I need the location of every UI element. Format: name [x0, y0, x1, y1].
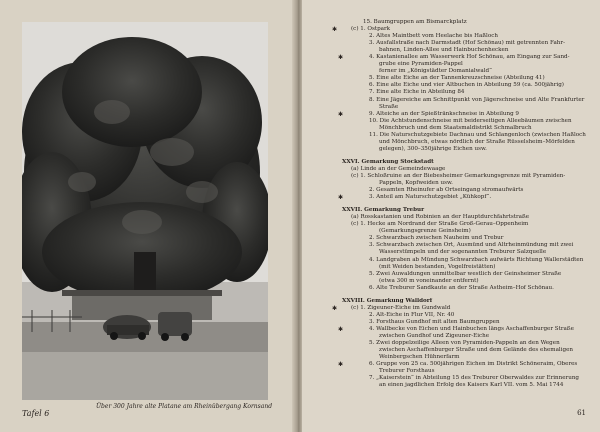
line-text: Treburer Forsthaus	[379, 368, 435, 375]
line-text: Pappeln, Kopfweiden usw.	[379, 180, 453, 187]
text-line	[320, 382, 588, 389]
text-line	[320, 228, 588, 235]
line-text: Mönchbruch und dem Staatsmaldistrikt Schmalbruch	[379, 124, 532, 131]
text-line	[320, 125, 588, 132]
text-line	[320, 194, 588, 201]
text-line	[320, 242, 588, 249]
line-text: XXVII. Gemarkung Trebur	[342, 207, 425, 214]
line-text: (a) Rosskastanien und Robinien an der Hauptdurchfahrtstraße	[351, 214, 530, 221]
line-text: gelegen), 300–350jährige Eichen usw.	[379, 145, 487, 152]
text-line	[320, 347, 588, 354]
line-text: 7. Eine alte Eiche in Abteilung 84	[369, 89, 465, 96]
line-text: 4. Kastanienallee am Wasserwerk Hof Schönau, am Eingang zur Sand-	[369, 54, 570, 61]
line-text: (c) 1. Ostpark	[351, 26, 391, 33]
line-text: (c) 1. Zigeuner-Eiche im Gundwald	[351, 304, 451, 311]
page-text	[320, 19, 588, 389]
line-text: 11. Die Naturschutzgebiete Dachnau und Schlangenloch (zwischen Haßloch	[369, 131, 586, 138]
text-line	[320, 132, 588, 139]
line-text: (a) Linde an der Gemeindewaage	[351, 165, 446, 172]
line-text: 5. Zwei Auwaldungen unmittelbar westlich der Geinsheimer Straße	[369, 270, 562, 277]
line-text: 15. Baumgruppen am Bismarckplatz	[363, 19, 467, 25]
text-line	[320, 111, 588, 118]
line-text: (etwa 300 m voneinander entfernt)	[379, 277, 479, 284]
text-line	[320, 221, 588, 228]
text-line	[320, 75, 588, 82]
text-line	[320, 326, 588, 333]
text-line	[320, 257, 588, 264]
text-line	[320, 139, 588, 146]
text-line	[320, 319, 588, 326]
text-line	[320, 340, 588, 347]
text-line	[320, 235, 588, 242]
section-heading	[320, 207, 588, 214]
protected-marker-icon: ✱	[338, 194, 344, 202]
line-text: (Gemarkungsgrenze Geinsheim)	[379, 228, 471, 235]
line-text: Straße	[379, 103, 399, 110]
text-line	[320, 271, 588, 278]
text-line	[320, 278, 588, 285]
line-text: 8. Eine Jägereiche am Schnittpunkt von Jägerschneise und Alte Frankfurter	[369, 96, 585, 103]
plane-tree-photo	[22, 22, 268, 400]
text-line	[320, 285, 588, 292]
text-line	[320, 54, 588, 61]
line-text: (c) 1. Schloßruine an der Biebesheimer Gemarkungsgrenze mit Pyramiden-	[351, 172, 566, 179]
line-text: 3. Ausfallstraße nach Darmstadt (Hof Schönau) mit getrennten Fahr-	[369, 40, 565, 47]
line-text: 4. Wallbecke von Eichen und Hainbuchen längs Aschaffenburger Straße	[369, 325, 574, 332]
text-line	[320, 97, 588, 104]
line-text: Weinbergschen Hühnerfarm	[379, 354, 460, 361]
text-line	[320, 305, 588, 312]
text-line	[320, 82, 588, 89]
line-text: XXVI. Gemarkung Stockstadt	[342, 158, 434, 165]
text-line	[320, 47, 588, 54]
protected-marker-icon: ✱	[332, 304, 338, 312]
text-line	[320, 19, 588, 26]
line-text: XXVIII. Gemarkung Walldorf	[342, 297, 433, 304]
line-text: 10. Die Achtstundenschneise mit beiderseitigen Alleebäumen zwischen	[369, 117, 572, 124]
protected-marker-icon: ✱	[338, 110, 344, 118]
line-text: 6. Alte Treburer Sandkaute an der Straße Astheim–Hof Schönau.	[369, 284, 554, 291]
line-text: 4. Landgraben ab Mündung Schwarzbach aufwärts Richtung Wallerstädten	[369, 256, 584, 263]
protected-marker-icon: ✱	[338, 54, 344, 62]
text-line	[320, 173, 588, 180]
line-text: an einen jagdlichen Erfolg des Kaisers Karl VII. vom 5. Mai 1744	[379, 382, 564, 389]
line-text: zwischen Gundhof und Zigeuner-Eiche	[379, 332, 490, 339]
plate-label: Tafel 6	[22, 409, 50, 418]
text-line	[320, 375, 588, 382]
text-line	[320, 368, 588, 375]
text-line	[320, 354, 588, 361]
photo-caption: Über 300 Jahre alte Platane am Rheinübergang Kornsand	[96, 403, 273, 410]
text-line	[320, 264, 588, 271]
text-line	[320, 104, 588, 111]
line-text: zwischen Aschaffenburger Straße und dem Gelände des ehemaligen	[379, 347, 573, 354]
line-text: 2. Schwarzbach zwischen Nauheim und Trebur	[369, 235, 504, 242]
text-line	[320, 187, 588, 194]
text-line	[320, 249, 588, 256]
text-line	[320, 361, 588, 368]
line-text: 6. Eine alte Eiche und vier Altbuchen in Abteilung 59 (ca. 500jährig)	[369, 82, 564, 89]
protected-marker-icon: ✱	[338, 325, 344, 333]
section-heading	[320, 159, 588, 166]
line-text: 2. Alt-Eiche in Flur VII, Nr. 40	[369, 311, 455, 318]
line-text: ferner im „Königstädter Domanialwald“	[379, 68, 492, 75]
text-line	[320, 180, 588, 187]
line-text: und Mönchbruch, etwas nördlich der Straße Rüsselsheim–Mörfelden	[379, 138, 575, 145]
protected-marker-icon: ✱	[338, 361, 344, 369]
text-line	[320, 61, 588, 68]
line-text: Wasserstümpeln und der sogenannten Treburer Salzquelle	[379, 249, 547, 256]
right-page	[302, 0, 600, 432]
section-heading	[320, 298, 588, 305]
parked-car-left	[103, 315, 151, 340]
text-line	[320, 118, 588, 125]
line-text: 5. Eine alte Eiche an der Tannenkreuzschneise (Abteilung 41)	[369, 75, 545, 82]
text-line	[320, 89, 588, 96]
text-line	[320, 312, 588, 319]
text-line	[320, 26, 588, 33]
text-line	[320, 40, 588, 47]
text-line	[320, 68, 588, 75]
protected-marker-icon: ✱	[332, 26, 338, 34]
line-text: (c) 1. Hecke am Nordrand der Straße Groß-Gerau–Oppenheim	[351, 221, 529, 228]
line-text: 6. Gruppe von 25 ca. 500jährigen Eichen im Distrikt Schöneraim, Oberes	[369, 361, 578, 368]
page-number: 61	[577, 409, 586, 417]
text-line	[320, 166, 588, 173]
line-text: 3. Forsthaus Gundhof mit alten Baumgruppen	[369, 318, 500, 325]
line-text: 3. Anteil am Naturschutzgebiet „Kühkopf“.	[369, 194, 492, 201]
line-text: 9. Alteiche an der Spießtränkschneise in Abteilung 9	[369, 110, 519, 117]
line-text: (mit Weiden bestanden, Vogelfreistätten)	[379, 263, 496, 270]
text-line	[320, 33, 588, 40]
line-text: 7. „Kaiserstein“ in Abteilung 15 des Treburer Oberwaldes zur Erinnerung	[369, 375, 580, 382]
left-page	[0, 0, 296, 432]
line-text: 3. Schwarzbach zwischen Ort, Ausmünd und Altrheinmündung mit zwei	[369, 242, 574, 249]
line-text: bahnen, Linden-Allee und Hainbuchenhecken	[379, 47, 509, 54]
line-text: 2. Gesamten Rheinufer ab Ortseingang stromaufwärts	[369, 187, 524, 194]
line-text: 2. Altes Maintbett vom Heelache bis Haßloch	[369, 33, 498, 40]
text-line	[320, 146, 588, 153]
line-text: grube eine Pyramiden-Pappel	[379, 61, 463, 68]
text-line	[320, 214, 588, 221]
text-line	[320, 333, 588, 340]
line-text: 5. Zwei doppelzeilige Alleen von Pyramiden-Pappeln an den Wegen	[369, 340, 560, 347]
plane-tree-illustration	[22, 22, 268, 400]
